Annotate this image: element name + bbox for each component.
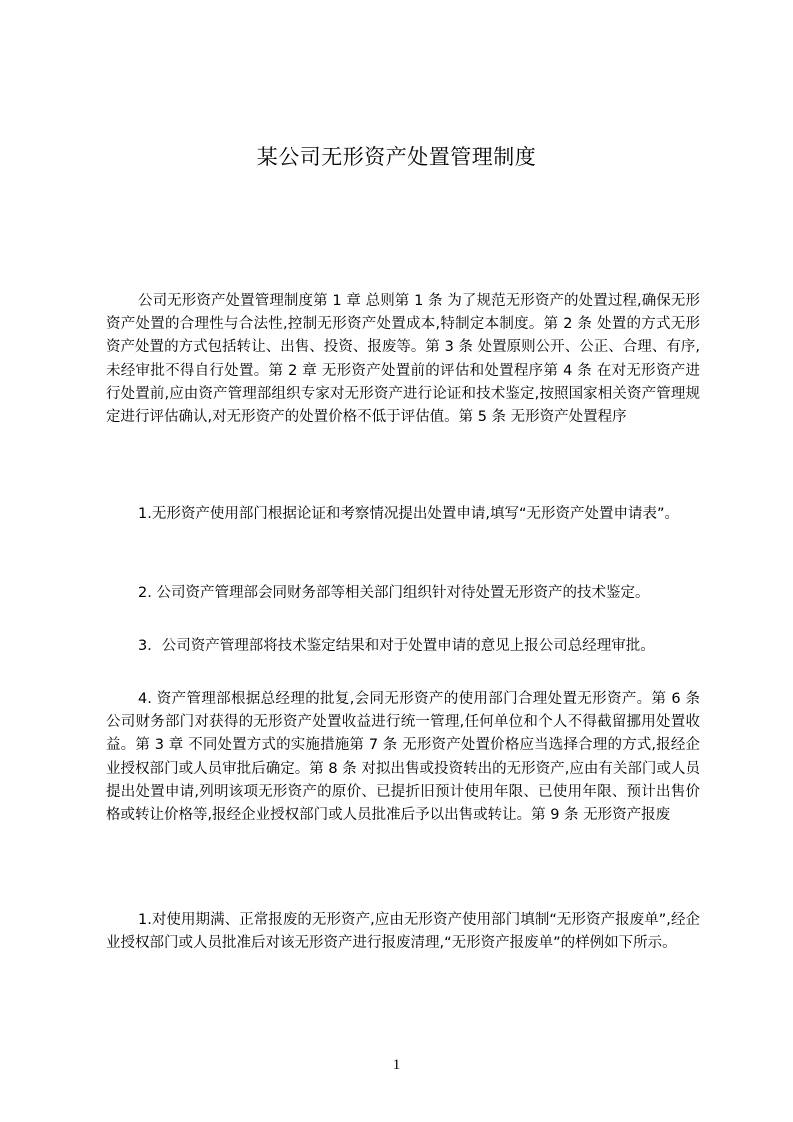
paragraph-scrap-procedure: 1.对使用期满、正常报废的无形资产,应由无形资产使用部门填制“无形资产报废单”,经企业授权部门或人员批准后对该无形资产进行报废清理,“无形资产报废单”的样例如下所示。 <box>106 912 700 952</box>
paragraph-step-3: 3．公司资产管理部将技术鉴定结果和对于处置申请的意见上报公司总经理审批。 <box>138 638 655 654</box>
document-title: 某公司无形资产处置管理制度 <box>256 145 537 169</box>
paragraph-step-2: 2. 公司资产管理部会同财务部等相关部门组织针对待处置无形资产的技术鉴定。 <box>138 585 650 601</box>
paragraph-step-1: 1.无形资产使用部门根据论证和考察情况提出处置申请,填写“无形资产处置申请表”。 <box>138 506 679 522</box>
paragraph-general-provisions: 公司无形资产处置管理制度第 1 章 总则第 1 条 为了规范无形资产的处置过程,确保无形资产处置的合理性与合法性,控制无形资产处置成本,特制定本制度。第 2 条 处置的方式无形资产处置的方式包括转让、出售、投资、报废等。第 3 条 处置原则公开、公正、合理、有序,未经审批不得自行处置。第 2 章 无形资产处置前的评估和处置程序第 4 条 在对无形资产进行处置前,应由资产管理部组织专家对无形资产进行论证和技术鉴定,按照国家相关资产管理规定进行评估确认,对无形资产的处置价格不低于评估值。第 5 条 无形资产处置程序 <box>106 293 700 426</box>
page-number: 1 <box>392 1057 401 1073</box>
paragraph-step-4: 4. 资产管理部根据总经理的批复,会同无形资产的使用部门合理处置无形资产。第 6 条 公司财务部门对获得的无形资产处置收益进行统一管理,任何单位和个人不得截留挪用处置收益。第 3 章 不同处置方式的实施措施第 7 条 无形资产处置价格应当选择合理的方式,报经企业授权部门或人员审批后确定。第 8 条 对拟出售或投资转出的无形资产,应由有关部门或人员提出处置申请,列明该项无形资产的原价、已提折旧预计使用年限、已使用年限、预计出售价格或转让价格等,报经企业授权部门或人员批准后予以出售或转让。第 9 条 无形资产报废 <box>106 691 700 824</box>
